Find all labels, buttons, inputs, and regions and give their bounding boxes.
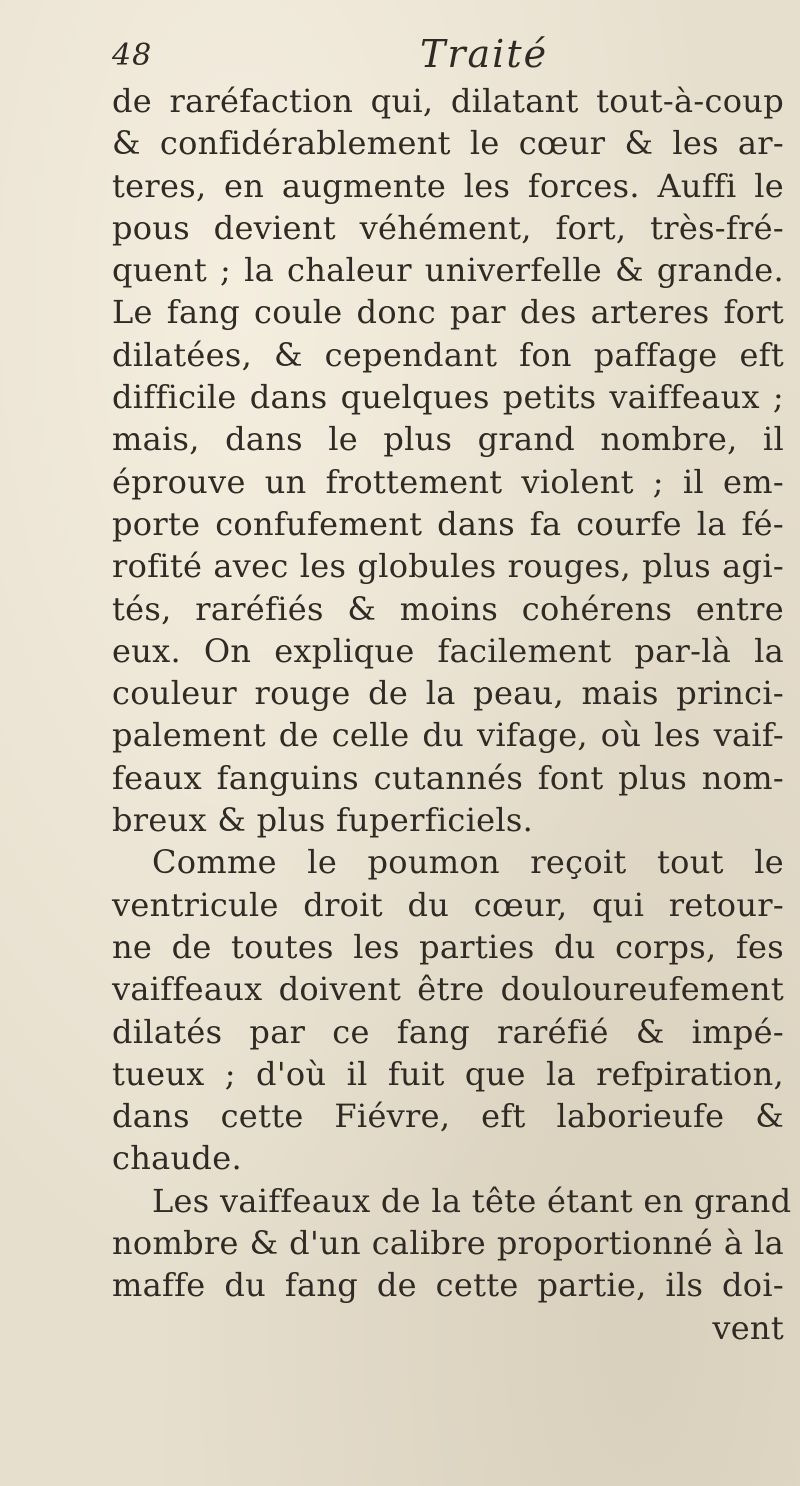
text-line: & confidérablement le cœur & les ar- [112,124,784,163]
text-line: dans cette Fiévre, eft laborieufe & [112,1097,784,1136]
text-line: tueux ; d'où il fuit que la refpiration, [112,1054,784,1093]
text-line: ne de toutes les parties du corps, fes [112,927,784,966]
text-line: ventricule droit du cœur, qui retour- [112,885,784,924]
text-line: tés, raréfiés & moins cohérens entre [112,589,784,628]
paragraph-start-line: Comme le poumon reçoit tout le [152,843,784,882]
text-line: teres, en augmente les forces. Auffi le [112,166,784,205]
body-text [112,80,792,1349]
paragraph-end-line: breux & plus fuperficiels. [112,801,534,840]
text-line: eux. On explique facilement par-là la [112,631,784,670]
text-line: couleur rouge de la peau, mais princi- [112,674,784,713]
text-line: porte confufement dans fa courfe la fé- [112,504,784,543]
text-line: feaux fanguins cutannés font plus nom- [112,758,784,797]
page-number: 48 [112,38,153,73]
paragraph-end-line: chaude. [112,1139,242,1178]
text-line: de raréfaction qui, dilatant tout-à-coup [112,82,784,120]
text-line: dilatés par ce fang raréfié & impé- [112,1012,784,1051]
text-line: Le fang coule donc par des arteres fort [112,293,784,332]
page-header [112,32,672,86]
paragraph-start-line: Les vaiffeaux de la tête étant en grand [152,1181,792,1220]
catchword: vent [712,1308,784,1347]
text-line: éprouve un frottement violent ; il em- [112,462,784,501]
text-line: maffe du fang de cette partie, ils doi- [112,1266,784,1305]
text-line: difficile dans quelques petits vaiffeaux ; [112,378,784,417]
text-line: rofité avec les globules rouges, plus agi- [112,547,784,586]
text-line: nombre & d'un calibre proportionné à la [112,1224,784,1263]
text-line: pous devient véhément, fort, très-fré- [112,208,784,247]
text-line: quent ; la chaleur univerfelle & grande. [112,251,784,290]
text-line: vaiffeaux doivent être douloureufement [112,970,784,1009]
running-head: Traité [420,32,549,76]
text-line: dilatées, & cependant fon paffage eft [112,335,784,374]
text-line: palement de celle du vifage, où les vaif- [112,716,784,755]
text-line: mais, dans le plus grand nombre, il [112,420,784,459]
